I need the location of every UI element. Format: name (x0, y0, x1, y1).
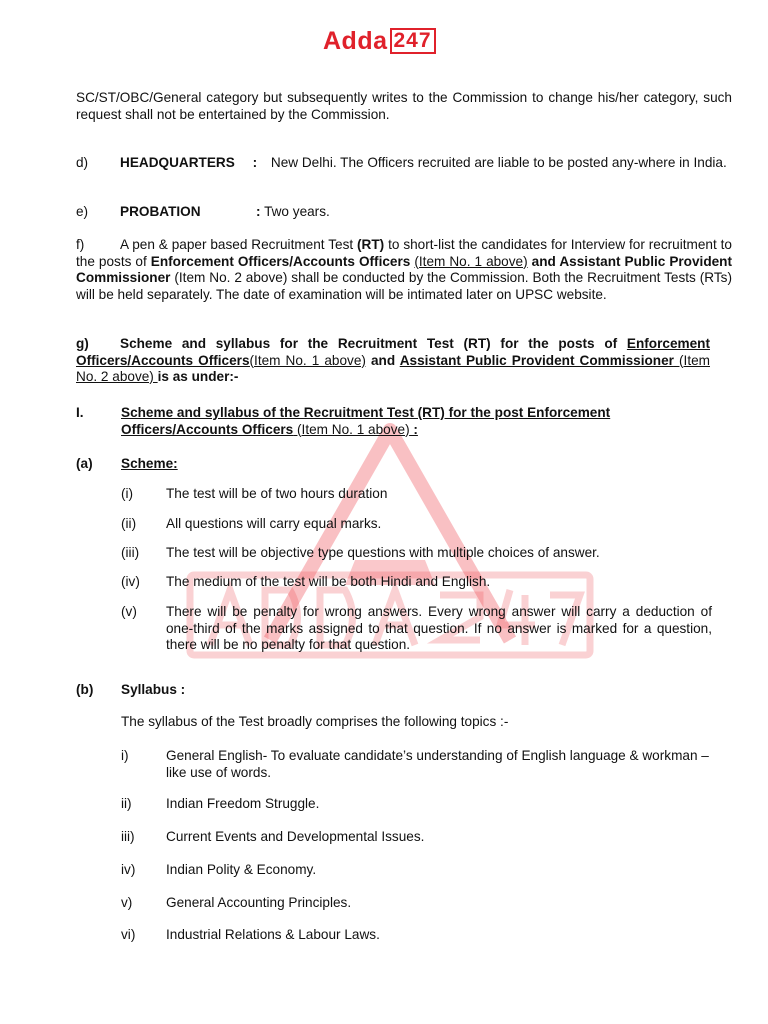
probation-colon: : (256, 204, 261, 219)
intro-paragraph: SC/ST/OBC/General category but subsequently writes to the Commission to change his/her category, such request shall not be entertained by the Commission. (76, 90, 732, 122)
f-item-1: (Item No. 1 above) (414, 253, 528, 269)
f-rt: (RT) (357, 237, 385, 252)
list-item-number: iii) (121, 829, 135, 844)
list-item-number: iv) (121, 862, 136, 877)
headquarters-title: HEADQUARTERS (120, 155, 235, 170)
g-item-2: (Item No. 2 above) (76, 352, 710, 384)
list-item-number: (i) (121, 486, 134, 501)
list-item-text: The medium of the test will be both Hindi and English. (166, 574, 491, 589)
g-post-2: Assistant Public Provident Commissioner (399, 352, 674, 368)
scheme-label: (a) (76, 456, 93, 471)
g-item-1: (Item No. 1 above) (249, 352, 366, 368)
section-1-line-1: Scheme and syllabus of the Recruitment Test (RT) for the post Enforcement (121, 405, 611, 420)
list-item-number: vi) (121, 927, 136, 942)
section-1-label: I. (76, 405, 84, 420)
syllabus-label: (b) (76, 682, 94, 697)
scheme-syllabus-heading (76, 336, 710, 386)
list-item-text: General English- To evaluate candidate’s understanding of English language & workman – like use of words. (166, 748, 709, 780)
list-item-text: Indian Freedom Struggle. (166, 796, 320, 811)
list-item-number: i) (121, 748, 129, 763)
g-post-1: Enforcement Officers/Accounts Officers (76, 336, 710, 368)
headquarters-clause (76, 155, 732, 172)
headquarters-text: New Delhi. The Officers recruited are liable to be posted any-where in India. (270, 155, 727, 170)
list-item-text: The test will be of two hours duration (166, 486, 388, 501)
list-item-number: (ii) (121, 516, 137, 531)
f-and: and (527, 253, 560, 269)
list-item-number: v) (121, 895, 133, 910)
list-item-text: General Accounting Principles. (166, 895, 352, 910)
f-post-1: Enforcement Officers/Accounts Officers (150, 253, 411, 269)
f-text-2: to short-list the candidates for Interview for recruitment to the posts of (76, 237, 732, 269)
syllabus-title: Syllabus : (121, 682, 186, 697)
probation-title: PROBATION (120, 204, 201, 219)
section-1-heading (121, 405, 721, 438)
recruitment-test-clause (76, 237, 732, 303)
list-item-text: The test will be objective type questions with multiple choices of answer. (166, 545, 600, 560)
section-1-line-2: Officers/Accounts Officers (121, 421, 294, 437)
adda247-logo (323, 26, 436, 56)
section-1-colon: : (409, 421, 418, 437)
logo-number: 247 (390, 28, 436, 54)
list-item-number: ii) (121, 796, 132, 811)
scheme-title: Scheme: (121, 456, 178, 471)
headquarters-colon: : (252, 155, 258, 170)
list-item-number: (iii) (121, 545, 140, 560)
f-post-2: Assistant Public Provident Commissioner (76, 253, 733, 285)
clause-label: d) (76, 155, 89, 170)
probation-text: Two years. (264, 204, 330, 219)
g-and: and (365, 352, 400, 368)
clause-label: e) (76, 204, 89, 219)
clause-label: g) (76, 336, 89, 351)
syllabus-intro: The syllabus of the Test broadly comprises the following topics :- (121, 714, 509, 729)
f-text-1: A pen & paper based Recruitment Test (120, 237, 358, 252)
list-item-text: Indian Polity & Economy. (166, 862, 317, 877)
g-text-1: Scheme and syllabus for the Recruitment Test (RT) for the posts of (120, 336, 627, 351)
f-text-3: (Item No. 2 above) shall be conducted by the Commission. Both the Recruitment Tests (RTs) will be held separately. The date of examination will be intimated later on UPSC website. (76, 270, 732, 302)
list-item-text: All questions will carry equal marks. (166, 516, 382, 531)
section-1-item: (Item No. 1 above) (293, 421, 410, 437)
list-item-number: (v) (121, 604, 137, 619)
list-item-number: (iv) (121, 574, 140, 589)
clause-label: f) (76, 237, 85, 252)
list-item-text: There will be penalty for wrong answers. Every wrong answer will carry a deduction of one-third of the marks assigned to that question. If no answer is marked for a question, there will be no penalty for that question. (166, 604, 712, 652)
logo-brand: Adda (323, 27, 388, 55)
list-item-text: Industrial Relations & Labour Laws. (166, 927, 380, 942)
g-tail: is as under:- (157, 369, 239, 384)
list-item-text: Current Events and Developmental Issues. (166, 829, 425, 844)
